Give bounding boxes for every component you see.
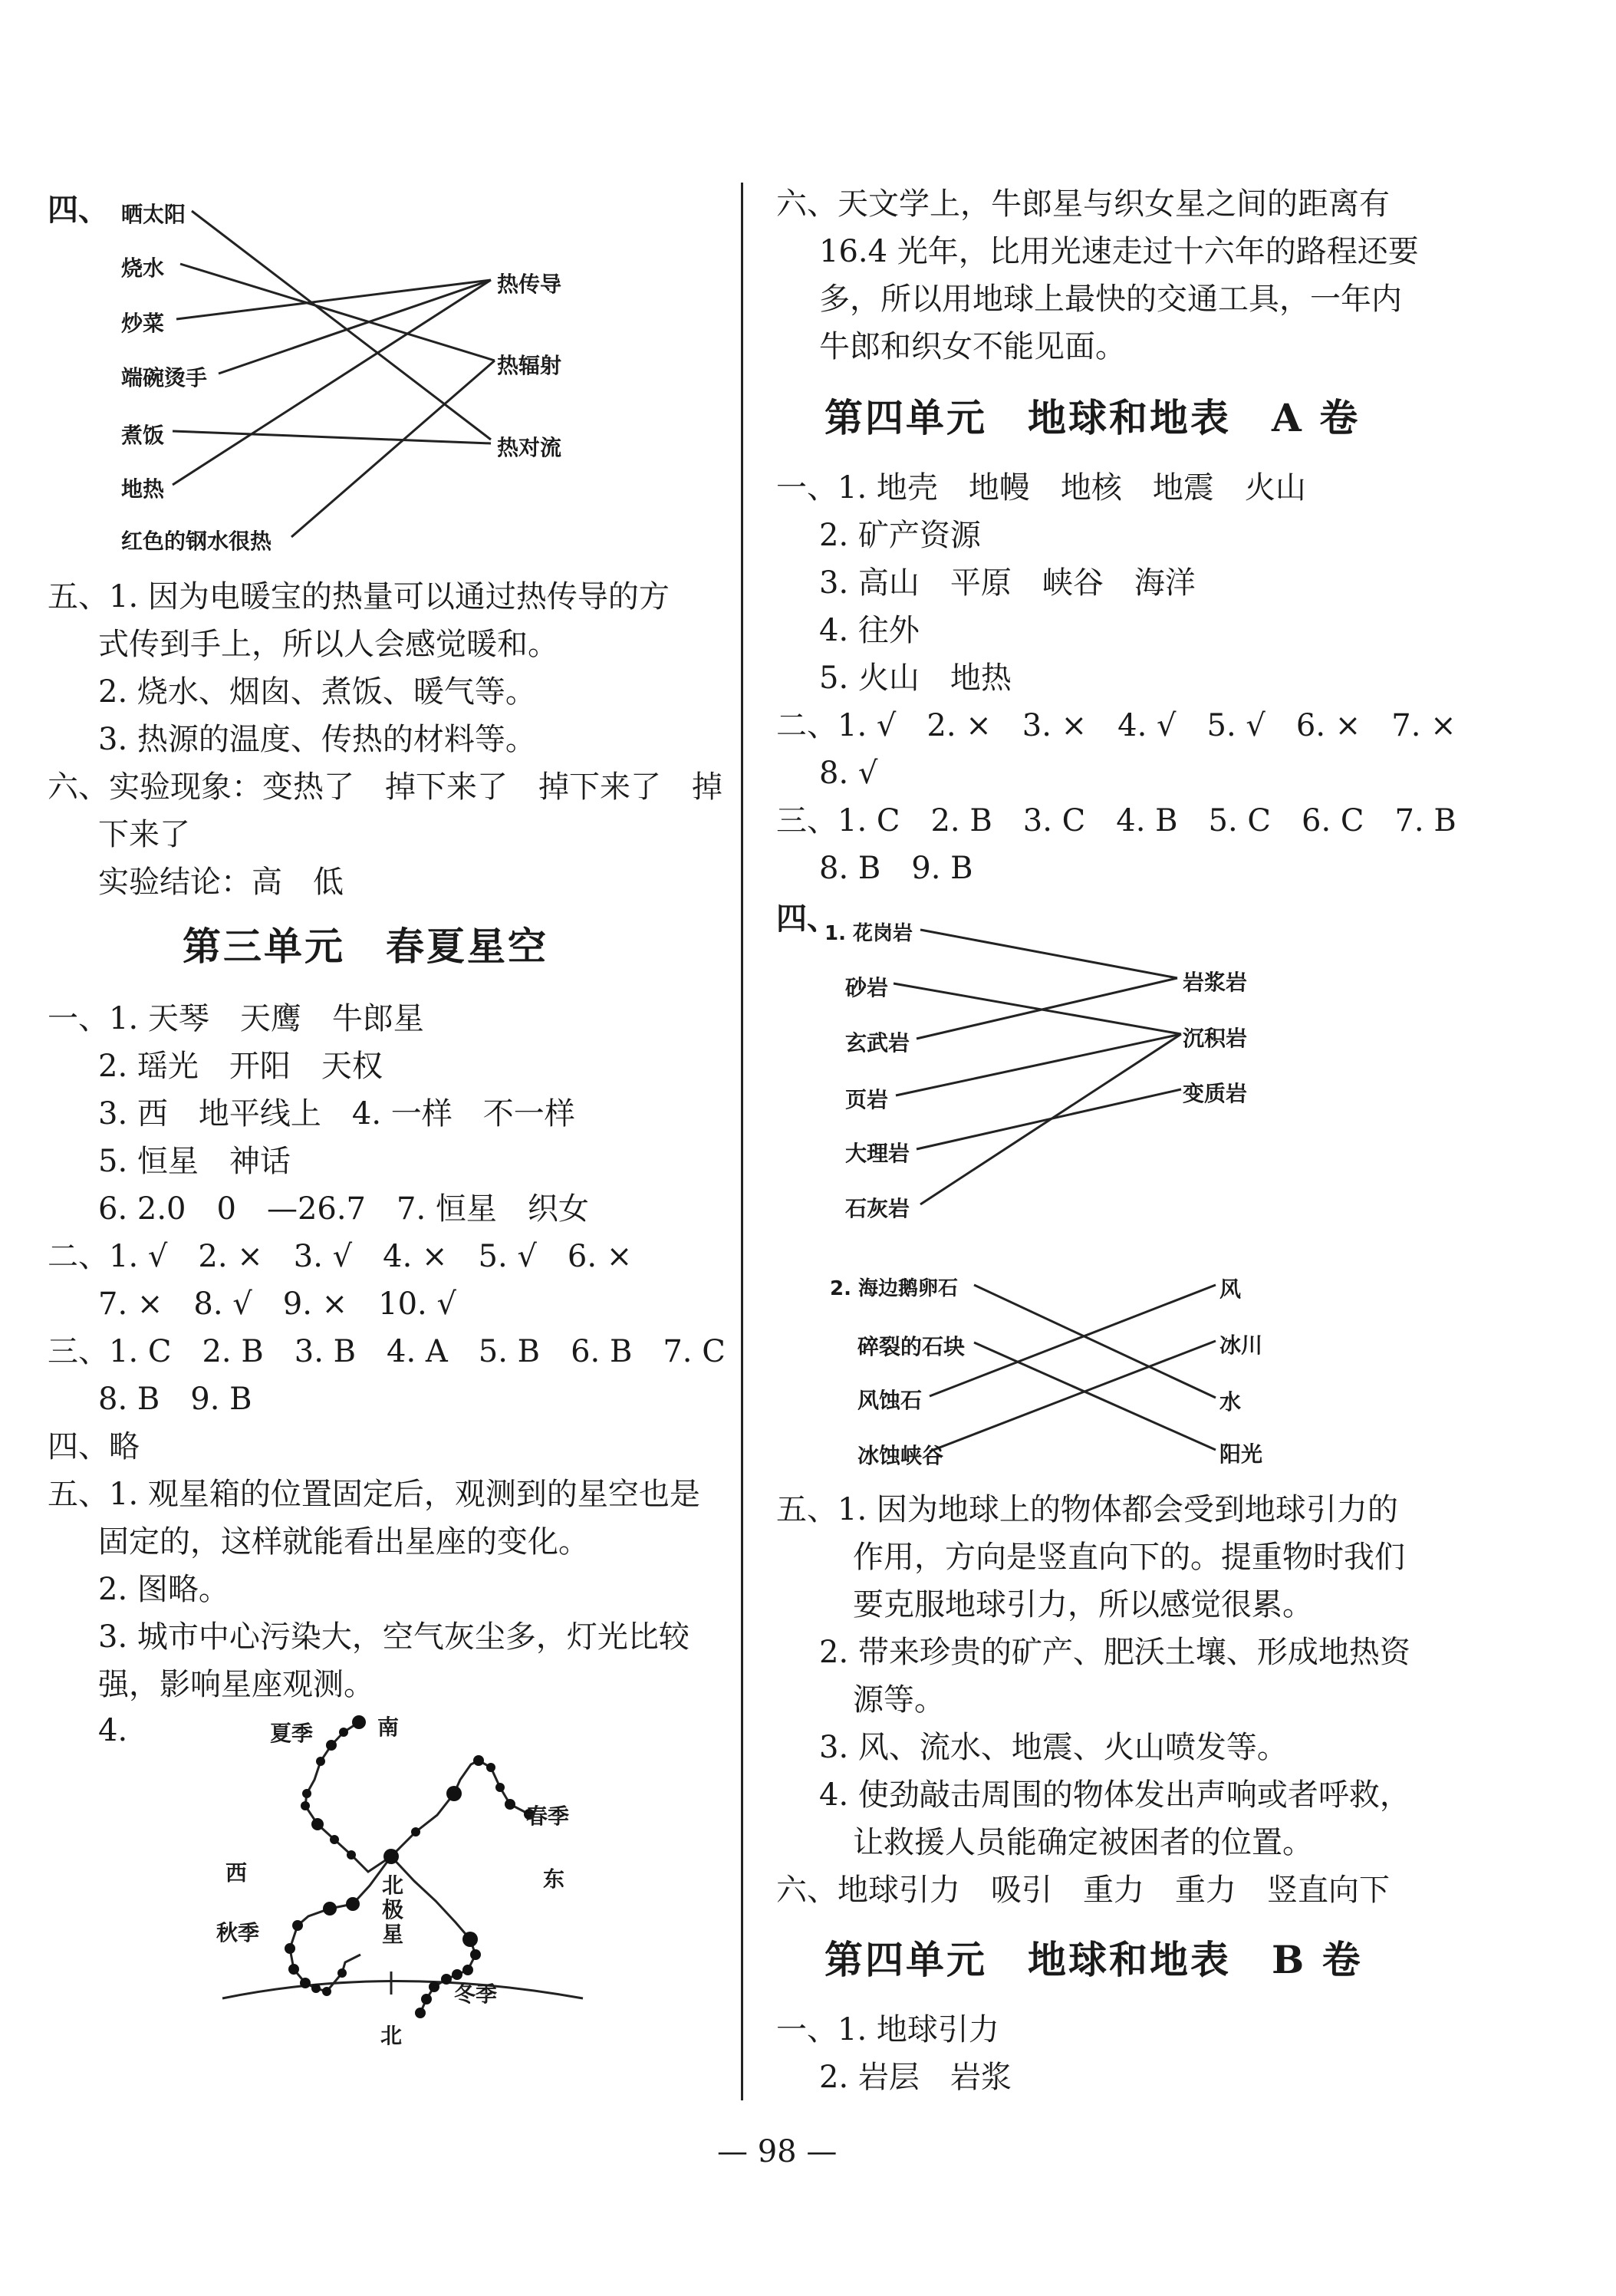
- match-line: [974, 1342, 1216, 1450]
- unit4a-line: 8. √: [819, 756, 878, 791]
- match-left-item: 炒菜: [121, 311, 165, 336]
- rock-left-item: 石灰岩: [845, 1196, 910, 1221]
- rock-right-item: 沉积岩: [1183, 1026, 1248, 1051]
- summer-constellation: [305, 1722, 391, 1872]
- unit4a-line: 8. B 9. B: [819, 851, 973, 886]
- label-spring: 春季: [526, 1804, 570, 1829]
- match-line: [920, 930, 1177, 978]
- r-q6-line: 16.4 光年，比用光速走过十六年的路程还要: [819, 234, 1419, 269]
- match-line: [920, 1034, 1181, 1204]
- unit3-line: 8. B 9. B: [98, 1382, 252, 1417]
- r-q6-line: 六、天文学上，牛郎星与织女星之间的距离有: [776, 186, 1390, 222]
- erosion-right-item: 水: [1219, 1389, 1242, 1415]
- unit4b-title: 第四单元 地球和地表 B 卷: [824, 1937, 1363, 1982]
- rock-left-item: 大理岩: [845, 1141, 910, 1166]
- unit3-line: 四、略: [48, 1429, 140, 1464]
- label-north: 北: [380, 2023, 403, 2048]
- rock-right-item: 变质岩: [1183, 1081, 1248, 1106]
- unit3-line: 2. 瑶光 开阳 天权: [98, 1049, 383, 1084]
- match-left-item: 烧水: [121, 255, 165, 281]
- rock-left-item: 玄武岩: [845, 1030, 910, 1056]
- unit4a-line: 2. 矿产资源: [819, 518, 981, 553]
- match-right-item: 热传导: [497, 272, 562, 297]
- unit4a-q5-line: 3. 风、流水、地震、火山喷发等。: [819, 1730, 1288, 1765]
- erosion-right-item: 风: [1219, 1276, 1242, 1302]
- label-winter: 冬季: [454, 1981, 498, 2007]
- unit3-line: 6. 2.0 0 —26.7 7. 恒星 织女: [98, 1191, 589, 1227]
- unit4a-line: 二、1. √ 2. × 3. × 4. √ 5. √ 6. × 7. ×: [776, 708, 1456, 743]
- unit4a-line: 一、1. 地壳 地幔 地核 地震 火山: [776, 470, 1306, 506]
- unit4a-q5-line: 2. 带来珍贵的矿产、肥沃土壤、形成地热资: [819, 1635, 1410, 1670]
- unit3-line: 五、1. 观星箱的位置固定后，观测到的星空也是: [48, 1477, 700, 1512]
- unit4b-line: 一、1. 地球引力: [776, 2012, 999, 2047]
- q5-line: 式传到手上，所以人会感觉暖和。: [98, 627, 558, 662]
- q5-line: 2. 烧水、烟囱、煮饭、暖气等。: [98, 674, 536, 710]
- unit3-line: 一、1. 天琴 天鹰 牛郎星: [48, 1001, 424, 1036]
- r-q6-line: 多，所以用地球上最快的交通工具，一年内: [819, 282, 1402, 317]
- unit3-line: 三、1. C 2. B 3. B 4. A 5. B 6. B 7. C: [48, 1334, 726, 1369]
- rock-left-item: 砂岩: [845, 975, 889, 1000]
- unit4a-q5-line: 要克服地球引力，所以感觉很累。: [853, 1587, 1313, 1622]
- unit3-line: 4.: [98, 1713, 128, 1748]
- unit3-line: 2. 图略。: [98, 1572, 229, 1607]
- match-line: [176, 280, 491, 319]
- label-west: 西: [225, 1860, 248, 1886]
- match-right-item: 热对流: [497, 435, 562, 460]
- unit3-line: 3. 西 地平线上 4. 一样 不一样: [98, 1096, 575, 1132]
- unit3-title: 第三单元 春夏星空: [183, 924, 548, 969]
- match-left-item: 红色的钢水很热: [121, 529, 272, 554]
- r-q6-line: 牛郎和织女不能见面。: [819, 329, 1126, 364]
- unit4a-q6-line: 六、地球引力 吸引 重力 重力 竖直向下: [776, 1873, 1390, 1908]
- match-line: [930, 1285, 1216, 1396]
- match-left-item: 地热: [121, 476, 165, 502]
- erosion-right-item: 阳光: [1219, 1441, 1263, 1467]
- star-dots: [285, 1715, 535, 2018]
- match-line: [896, 1034, 1181, 1095]
- q6-line: 下来了: [98, 817, 190, 852]
- unit3-line: 5. 恒星 神话: [98, 1144, 291, 1179]
- unit3-line: 固定的，这样就能看出星座的变化。: [98, 1524, 589, 1560]
- match-right-item: 热辐射: [497, 353, 562, 378]
- rock-left-item: 页岩: [845, 1087, 889, 1112]
- rock-left-item: 1. 花岗岩: [824, 922, 913, 945]
- label-autumn: 秋季: [216, 1920, 260, 1945]
- unit4a-q5-line: 源等。: [853, 1682, 945, 1718]
- unit4b-line: 2. 岩层 岩浆: [819, 2060, 1012, 2095]
- match-line: [930, 1341, 1216, 1451]
- match-line: [974, 1285, 1216, 1398]
- horizon-arc: [222, 1981, 583, 1999]
- label-east: 东: [543, 1866, 565, 1892]
- unit4a-q4-number: 四、: [776, 901, 838, 937]
- label-south: 南: [377, 1715, 400, 1740]
- erosion-right-item: 冰川: [1219, 1332, 1263, 1358]
- erosion-left-item: 碎裂的石块: [857, 1334, 966, 1359]
- unit4a-title: 第四单元 地球和地表 A 卷: [824, 395, 1361, 440]
- q6-line: 六、实验现象：变热了 掉下来了 掉下来了 掉: [48, 769, 722, 805]
- q5-line: 3. 热源的温度、传热的材料等。: [98, 722, 536, 757]
- erosion-left-item: 风蚀石: [857, 1388, 923, 1413]
- match-left-item: 煮饭: [121, 423, 165, 448]
- page-number: — 98 —: [717, 2134, 838, 2169]
- match-left-item: 晒太阳: [121, 202, 186, 227]
- unit4a-q5-line: 4. 使劲敲击周围的物体发出声响或者呼救，: [819, 1777, 1410, 1813]
- erosion-left-item: 冰蚀峡谷: [857, 1443, 944, 1468]
- unit4a-q5-line: 五、1. 因为地球上的物体都会受到地球引力的: [776, 1492, 1398, 1527]
- label-summer: 夏季: [270, 1721, 314, 1746]
- rock-right-item: 岩浆岩: [1183, 970, 1248, 995]
- match-line: [192, 211, 491, 440]
- match-left-item: 端碗烫手: [121, 365, 208, 390]
- unit3-line: 7. × 8. √ 9. × 10. √: [98, 1286, 456, 1322]
- unit3-line: 3. 城市中心污染大，空气灰尘多，灯光比较: [98, 1619, 690, 1655]
- unit4a-line: 5. 火山 地热: [819, 660, 1012, 696]
- q4-number: 四、: [48, 192, 109, 228]
- match-line: [219, 280, 491, 374]
- unit3-line: 强，影响星座观测。: [98, 1667, 374, 1702]
- unit4a-line: 4. 往外: [819, 613, 920, 648]
- label-polaris: 北极星: [382, 1873, 404, 1947]
- match-line: [173, 431, 491, 443]
- unit4a-line: 三、1. C 2. B 3. C 4. B 5. C 6. C 7. B: [776, 803, 1456, 838]
- q5-line: 五、1. 因为电暖宝的热量可以通过热传导的方: [48, 579, 670, 614]
- unit3-line: 二、1. √ 2. × 3. √ 4. × 5. √ 6. ×: [48, 1239, 633, 1274]
- match-line: [291, 361, 495, 537]
- q6-line: 实验结论：高 低: [98, 865, 344, 900]
- unit4a-line: 3. 高山 平原 峡谷 海洋: [819, 565, 1196, 601]
- match-line: [894, 983, 1181, 1034]
- unit4a-q5-line: 让救援人员能确定被困者的位置。: [853, 1825, 1313, 1860]
- match-line: [917, 978, 1177, 1039]
- unit4a-q5-line: 作用，方向是竖直向下的。提重物时我们: [853, 1540, 1405, 1575]
- erosion-left-item: 2. 海边鹅卵石: [830, 1277, 959, 1300]
